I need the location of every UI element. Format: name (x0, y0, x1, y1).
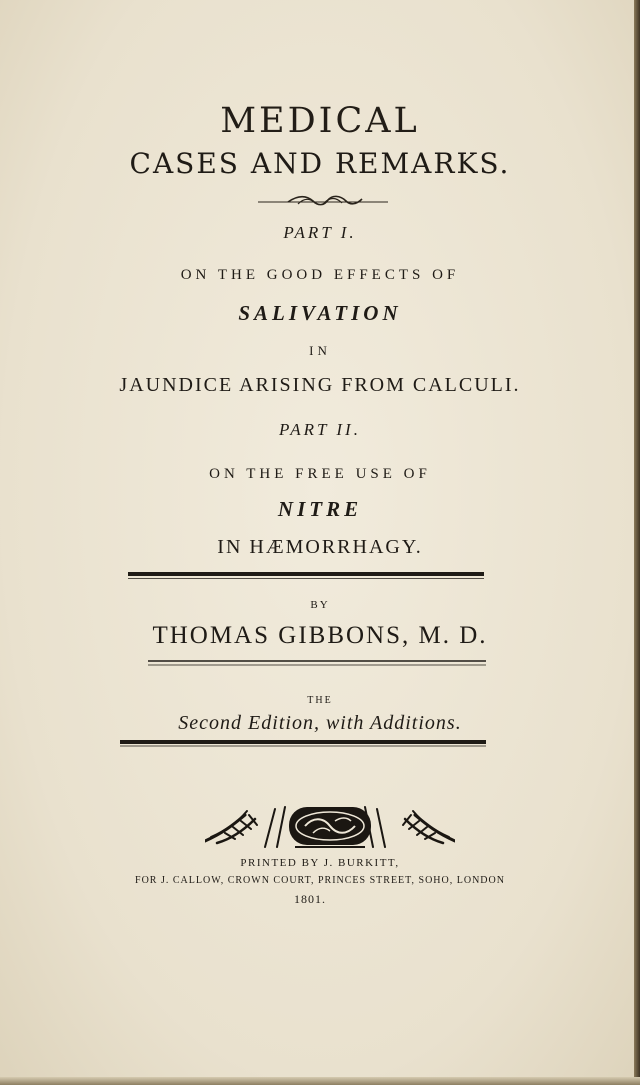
part-one-line-3: JAUNDICE ARISING FROM CALCULI. (119, 374, 521, 396)
flourish-ornament-icon (258, 194, 388, 208)
part-two-subject: NITRE (277, 497, 363, 521)
part-one-line-2: IN (309, 343, 331, 358)
by-line: BY (310, 599, 330, 611)
book-title: MEDICAL (220, 101, 420, 141)
part-one-subject: SALIVATION (238, 301, 402, 325)
publication-year: 1801. (294, 892, 326, 906)
thick-rule-2 (120, 740, 486, 747)
publisher-line: FOR J. CALLOW, CROWN COURT, PRINCES STREET, SOHO, LONDON (135, 875, 505, 886)
part-two-line-1: ON THE FREE USE OF (209, 466, 431, 482)
part-one-line-1: ON THE GOOD EFFECTS OF (180, 267, 460, 283)
part-two-line-2: IN HÆMORRHAGY. (217, 536, 423, 558)
part-one-heading: PART I. (283, 223, 357, 242)
printer-line: PRINTED BY J. BURKITT, (240, 857, 400, 869)
double-rule (148, 659, 486, 667)
edition-statement: Second Edition, with Additions. (178, 712, 462, 734)
page-bottom-edge (0, 1077, 640, 1085)
printer-device-ornament-icon (205, 803, 455, 851)
author-name: THOMAS GIBBONS, M. D. (152, 622, 488, 649)
book-subtitle: CASES AND REMARKS. (129, 147, 511, 180)
thick-rule (128, 572, 484, 580)
part-two-heading: PART II. (279, 420, 361, 439)
the-label: THE (307, 695, 333, 706)
